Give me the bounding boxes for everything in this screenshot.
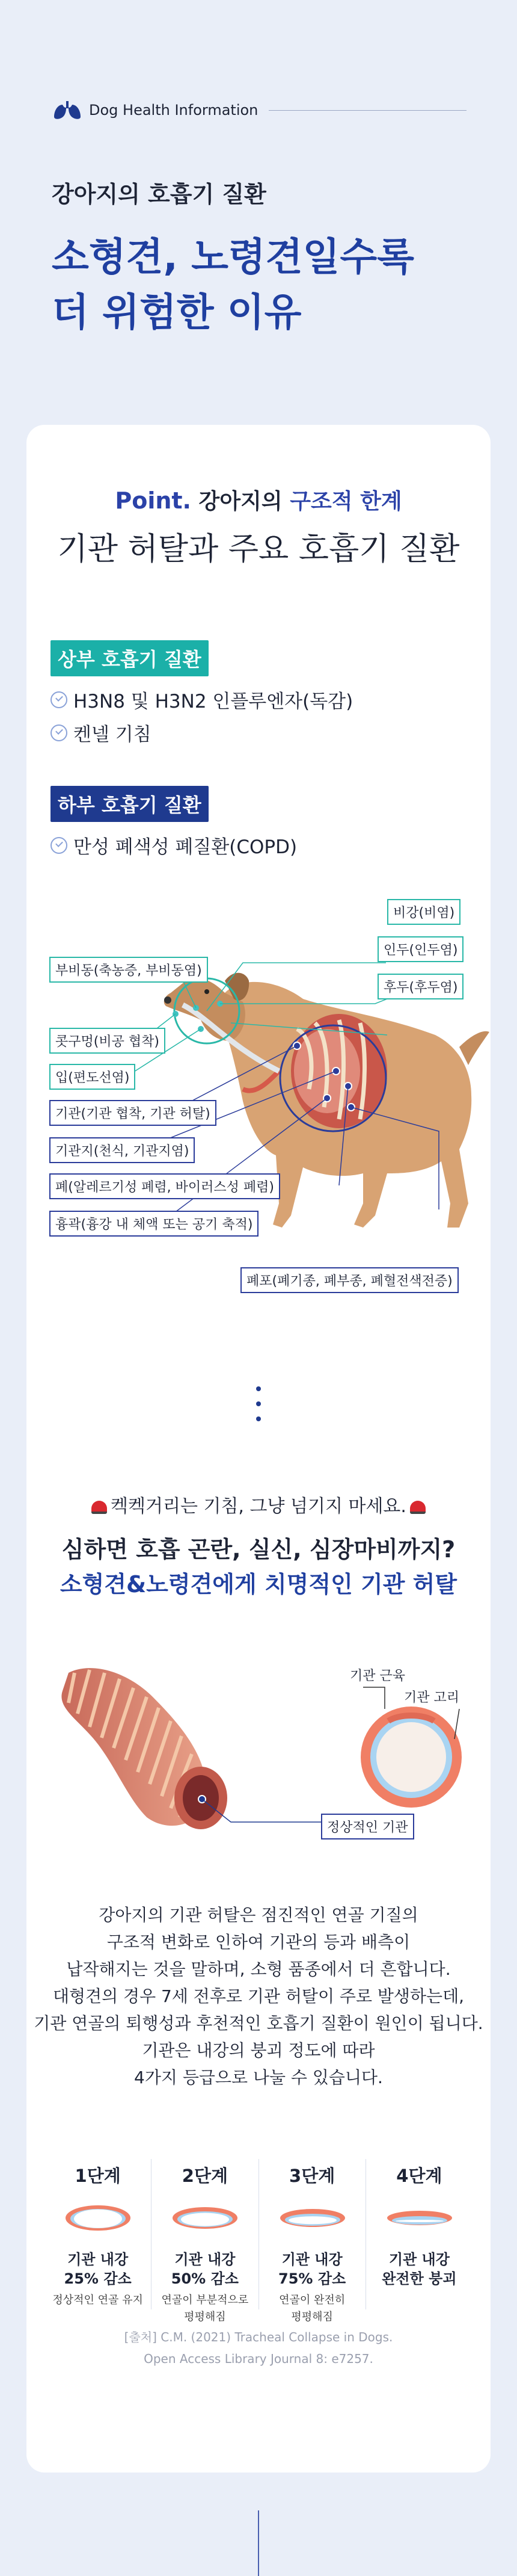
label-alveoli: 폐포(폐기종, 폐부종, 폐혈전색전증)	[240, 1267, 459, 1293]
warning-line	[26, 1491, 491, 1518]
label-sinus: 부비동(축농증, 부비동염)	[49, 957, 208, 983]
stage-3	[259, 2159, 366, 2323]
lungs-icon	[52, 100, 83, 120]
stage-desc: 기관 내강	[281, 2251, 343, 2268]
body-line: 구조적 변화로 인하여 기관의 등과 배측이	[106, 1932, 411, 1952]
check-circle-icon	[50, 691, 67, 708]
stage-2	[151, 2159, 258, 2323]
section-subtitle: 기관 허탈과 주요 호흡기 질환	[57, 531, 460, 567]
trachea-illustration	[26, 1637, 491, 1853]
trachea-stage-icon	[278, 2201, 347, 2235]
trachea-stage-icon	[385, 2201, 454, 2235]
brand-text: Dog Health Information	[89, 102, 258, 119]
dots-separator	[256, 1386, 261, 1432]
stage-name: 4단계	[396, 2166, 442, 2186]
trachea-lumen	[396, 2220, 444, 2222]
siren-icon	[410, 1501, 426, 1514]
page-kicker: 강아지의 호흡기 질환	[52, 181, 266, 208]
trachea-stage-icon	[170, 2201, 240, 2235]
stage-note: 연골이 완전히	[279, 2294, 346, 2306]
hero-title	[52, 230, 414, 341]
upper-section	[50, 640, 353, 746]
body-line: 기관은 내강의 붕괴 정도에 따라	[142, 2040, 375, 2060]
point-heading	[26, 484, 491, 515]
stage-desc: 75% 감소	[278, 2270, 346, 2287]
stage-desc: 기관 내강	[174, 2251, 236, 2268]
label-trachea-ring: 기관 고리	[404, 1690, 460, 1705]
list-item-label: 켄넬 기침	[73, 724, 151, 746]
brand-header	[52, 100, 467, 120]
collapse-stages	[44, 2159, 473, 2323]
bottom-divider	[258, 2510, 259, 2576]
headline-1: 심하면 호흡 곤란, 실신, 심장마비까지?	[61, 1536, 456, 1563]
list-item	[50, 686, 353, 713]
stage-1	[44, 2159, 151, 2309]
label-bronchi: 기관지(천식, 기관지염)	[49, 1137, 195, 1163]
warning-text: 켁켁거리는 기침, 그냥 넘기지 마세요.	[111, 1496, 406, 1517]
label-pharynx: 인두(인두염)	[378, 936, 463, 962]
label-lung: 폐(알레르기성 폐렴, 바이러스성 폐렴)	[49, 1173, 280, 1199]
stage-desc: 기관 내강	[388, 2251, 450, 2268]
stage-desc: 기관 내강	[67, 2251, 129, 2268]
stage-note: 연골이 부분적으로	[161, 2294, 249, 2306]
headline-2: 소형견&노령견에게 치명적인 기관 허탈	[60, 1571, 457, 1598]
header-divider	[269, 110, 467, 111]
label-trachea-muscle: 기관 근육	[350, 1669, 406, 1684]
stage-name: 1단계	[75, 2166, 121, 2186]
trachea-lumen	[74, 2210, 122, 2228]
lower-badge: 하부 호흡기 질환	[50, 786, 209, 822]
stage-desc: 25% 감소	[64, 2270, 132, 2287]
point-text-a: 강아지의	[198, 489, 283, 514]
stage-note: 평평해짐	[291, 2311, 333, 2323]
source-line: Open Access Library Journal 8: e7257.	[144, 2352, 373, 2366]
list-item-label: H3N8 및 H3N2 인플루엔자(독감)	[73, 691, 353, 712]
trachea-lumen	[181, 2213, 229, 2226]
list-item	[50, 719, 353, 746]
hero-line-2: 더 위험한 이유	[52, 291, 302, 335]
trachea-stage-icon	[63, 2201, 133, 2235]
check-circle-icon	[50, 837, 67, 854]
stage-name: 2단계	[182, 2166, 228, 2186]
source-line: [출처] C.M. (2021) Tracheal Collapse in Dogs.	[124, 2330, 393, 2344]
source-citation	[26, 2326, 491, 2370]
body-line: 대형견의 경우 7세 전후로 기관 허탈이 주로 발생하는데,	[52, 1986, 465, 2006]
body-line: 기관 연골의 퇴행성과 후천적인 호흡기 질환이 원인이 됩니다.	[34, 2013, 483, 2033]
body-line: 납작해지는 것을 말하며, 소형 품종에서 더 흔합니다.	[66, 1959, 451, 1979]
stage-desc: 50% 감소	[171, 2270, 239, 2287]
siren-icon	[91, 1501, 107, 1514]
label-tonsil: 입(편도선염)	[49, 1064, 135, 1090]
label-snout: 콧구멍(비공 협착)	[49, 1028, 165, 1054]
stage-note: 평평해짐	[184, 2311, 226, 2323]
body-line: 4가지 등급으로 나눌 수 있습니다.	[134, 2068, 383, 2087]
label-trachea: 기관(기관 협착, 기관 허탈)	[49, 1100, 216, 1126]
list-item	[50, 832, 297, 859]
label-nose: 비강(비염)	[387, 899, 460, 925]
stage-note: 정상적인 연골 유지	[52, 2294, 143, 2306]
trachea-lumen	[289, 2216, 337, 2224]
hero-line-1: 소형견, 노령견일수록	[52, 235, 415, 280]
stage-4	[366, 2159, 473, 2309]
list-item-label: 만성 폐색성 폐질환(COPD)	[73, 836, 298, 858]
lower-section	[50, 786, 297, 859]
label-pleura: 흉곽(흉강 내 체액 또는 공기 축적)	[49, 1211, 258, 1237]
body-line: 강아지의 기관 허탈은 점진적인 연골 기질의	[99, 1905, 418, 1925]
body-paragraph	[26, 1901, 491, 2091]
stage-desc: 완전한 붕괴	[382, 2270, 457, 2287]
stage-name: 3단계	[289, 2166, 335, 2186]
point-label: Point.	[115, 487, 191, 514]
check-circle-icon	[50, 724, 67, 741]
label-larynx: 후두(후두염)	[378, 974, 463, 999]
point-text-b: 구조적 한계	[290, 489, 402, 514]
upper-badge: 상부 호흡기 질환	[50, 640, 209, 676]
label-normal-trachea: 정상적인 기관	[321, 1814, 414, 1839]
